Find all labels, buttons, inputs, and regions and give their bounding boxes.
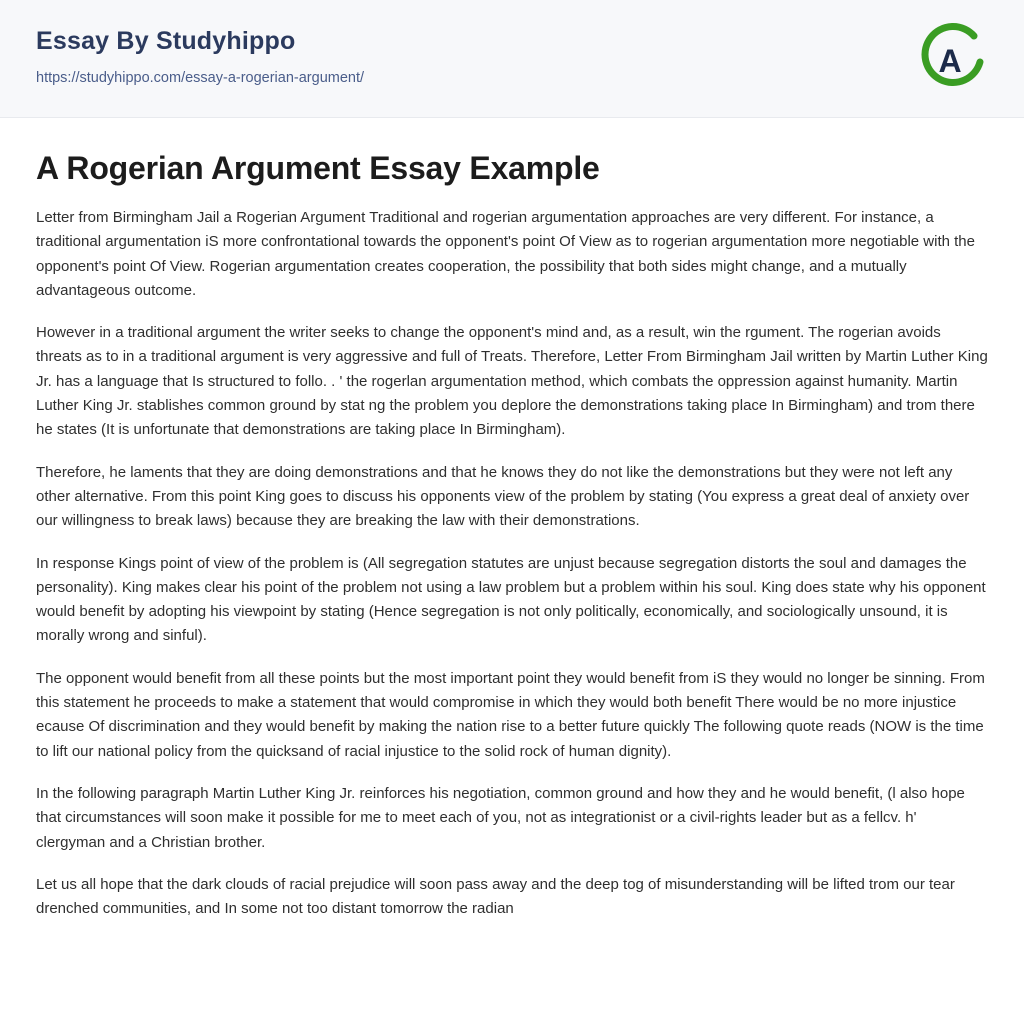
document-body bbox=[0, 118, 1024, 921]
paragraph: Let us all hope that the dark clouds of racial prejudice will soon pass away and the deep tog of misunderstanding will be lifted trom our tear drenched communities, and In some not too distant tomorrow the radian bbox=[36, 875, 955, 918]
site-header bbox=[0, 0, 1024, 118]
source-url-link[interactable]: https://studyhippo.com/essay-a-rogerian-argument/ bbox=[36, 70, 365, 86]
paragraph: Therefore, he laments that they are doing demonstrations and that he knows they do not like the demonstrations but they were not left any other alternative. From this point King goes to discuss his opponents view of the problem by stating (You express a great deal of anxiety over our willingness to break laws) because they are breaking the law with their demonstrations. bbox=[36, 463, 970, 530]
paragraph: In response Kings point of view of the problem is (All segregation statutes are unjust because segregation distorts the soul and damages the personality). King makes clear his point of the problem not using a law problem but a problem within his soul. King does state why his opponent would benefit by adopting his viewpoint by stating (Hence segregation is not only politically, economically, and sociologically unsound, it is morally wrong and sinful). bbox=[36, 554, 986, 645]
paragraph: In the following paragraph Martin Luther King Jr. reinforces his negotiation, common ground and how they and he would benefit, (l also hope that circumstances will soon make it possible for me to meet each of you, not as integrationist or a civil-rights leader but as a fellcv. h' clergyman and a Christian brother. bbox=[36, 784, 965, 851]
brand-title: Essay By Studyhippo bbox=[36, 27, 296, 55]
paragraph: The opponent would benefit from all these points but the most important point they would benefit from iS they would no longer be sinning. From this statement he proceeds to make a statement that would compromise in which they would both benefit There would be no more injustice ecause Of discrimination and they would benefit by making the nation rise to a better future quickly The following quote reads (NOW is the time to lift our national policy from the quicksand of racial injustice to the solid rock of human dignity). bbox=[36, 669, 985, 760]
svg-text:A: A bbox=[938, 43, 962, 79]
paragraph: Letter from Birmingham Jail a Rogerian Argument Traditional and rogerian argumentation approaches are very different. For instance, a traditional argumentation iS more confrontational towards the opponent's point Of View as to rogerian argumentation more negotiable with the opponent's point Of View. Rogerian argumentation creates cooperation, the possibility that both sides might change, and a mutually advantageous outcome. bbox=[36, 209, 975, 299]
page-title: A Rogerian Argument Essay Example bbox=[36, 150, 600, 186]
paragraph: However in a traditional argument the writer seeks to change the opponent's mind and, as a result, win the rgument. The rogerian avoids threats as to in a traditional argument is very aggressive and full of Treats. Therefore, Letter From Birmingham Jail written by Martin Luther King Jr. has a language that Is structured to follo. . ' the rogerlan argumentation method, which combats the oppression against humanity. Martin Luther King Jr. stablishes common ground by stat ng the problem you deplore the demonstrations taking place In Birmingham) and trom there he states (It is unfortunate that demonstrations are taking place In Birmingham). bbox=[36, 324, 988, 439]
studyhippo-a-logo-icon[interactable] bbox=[914, 22, 988, 96]
